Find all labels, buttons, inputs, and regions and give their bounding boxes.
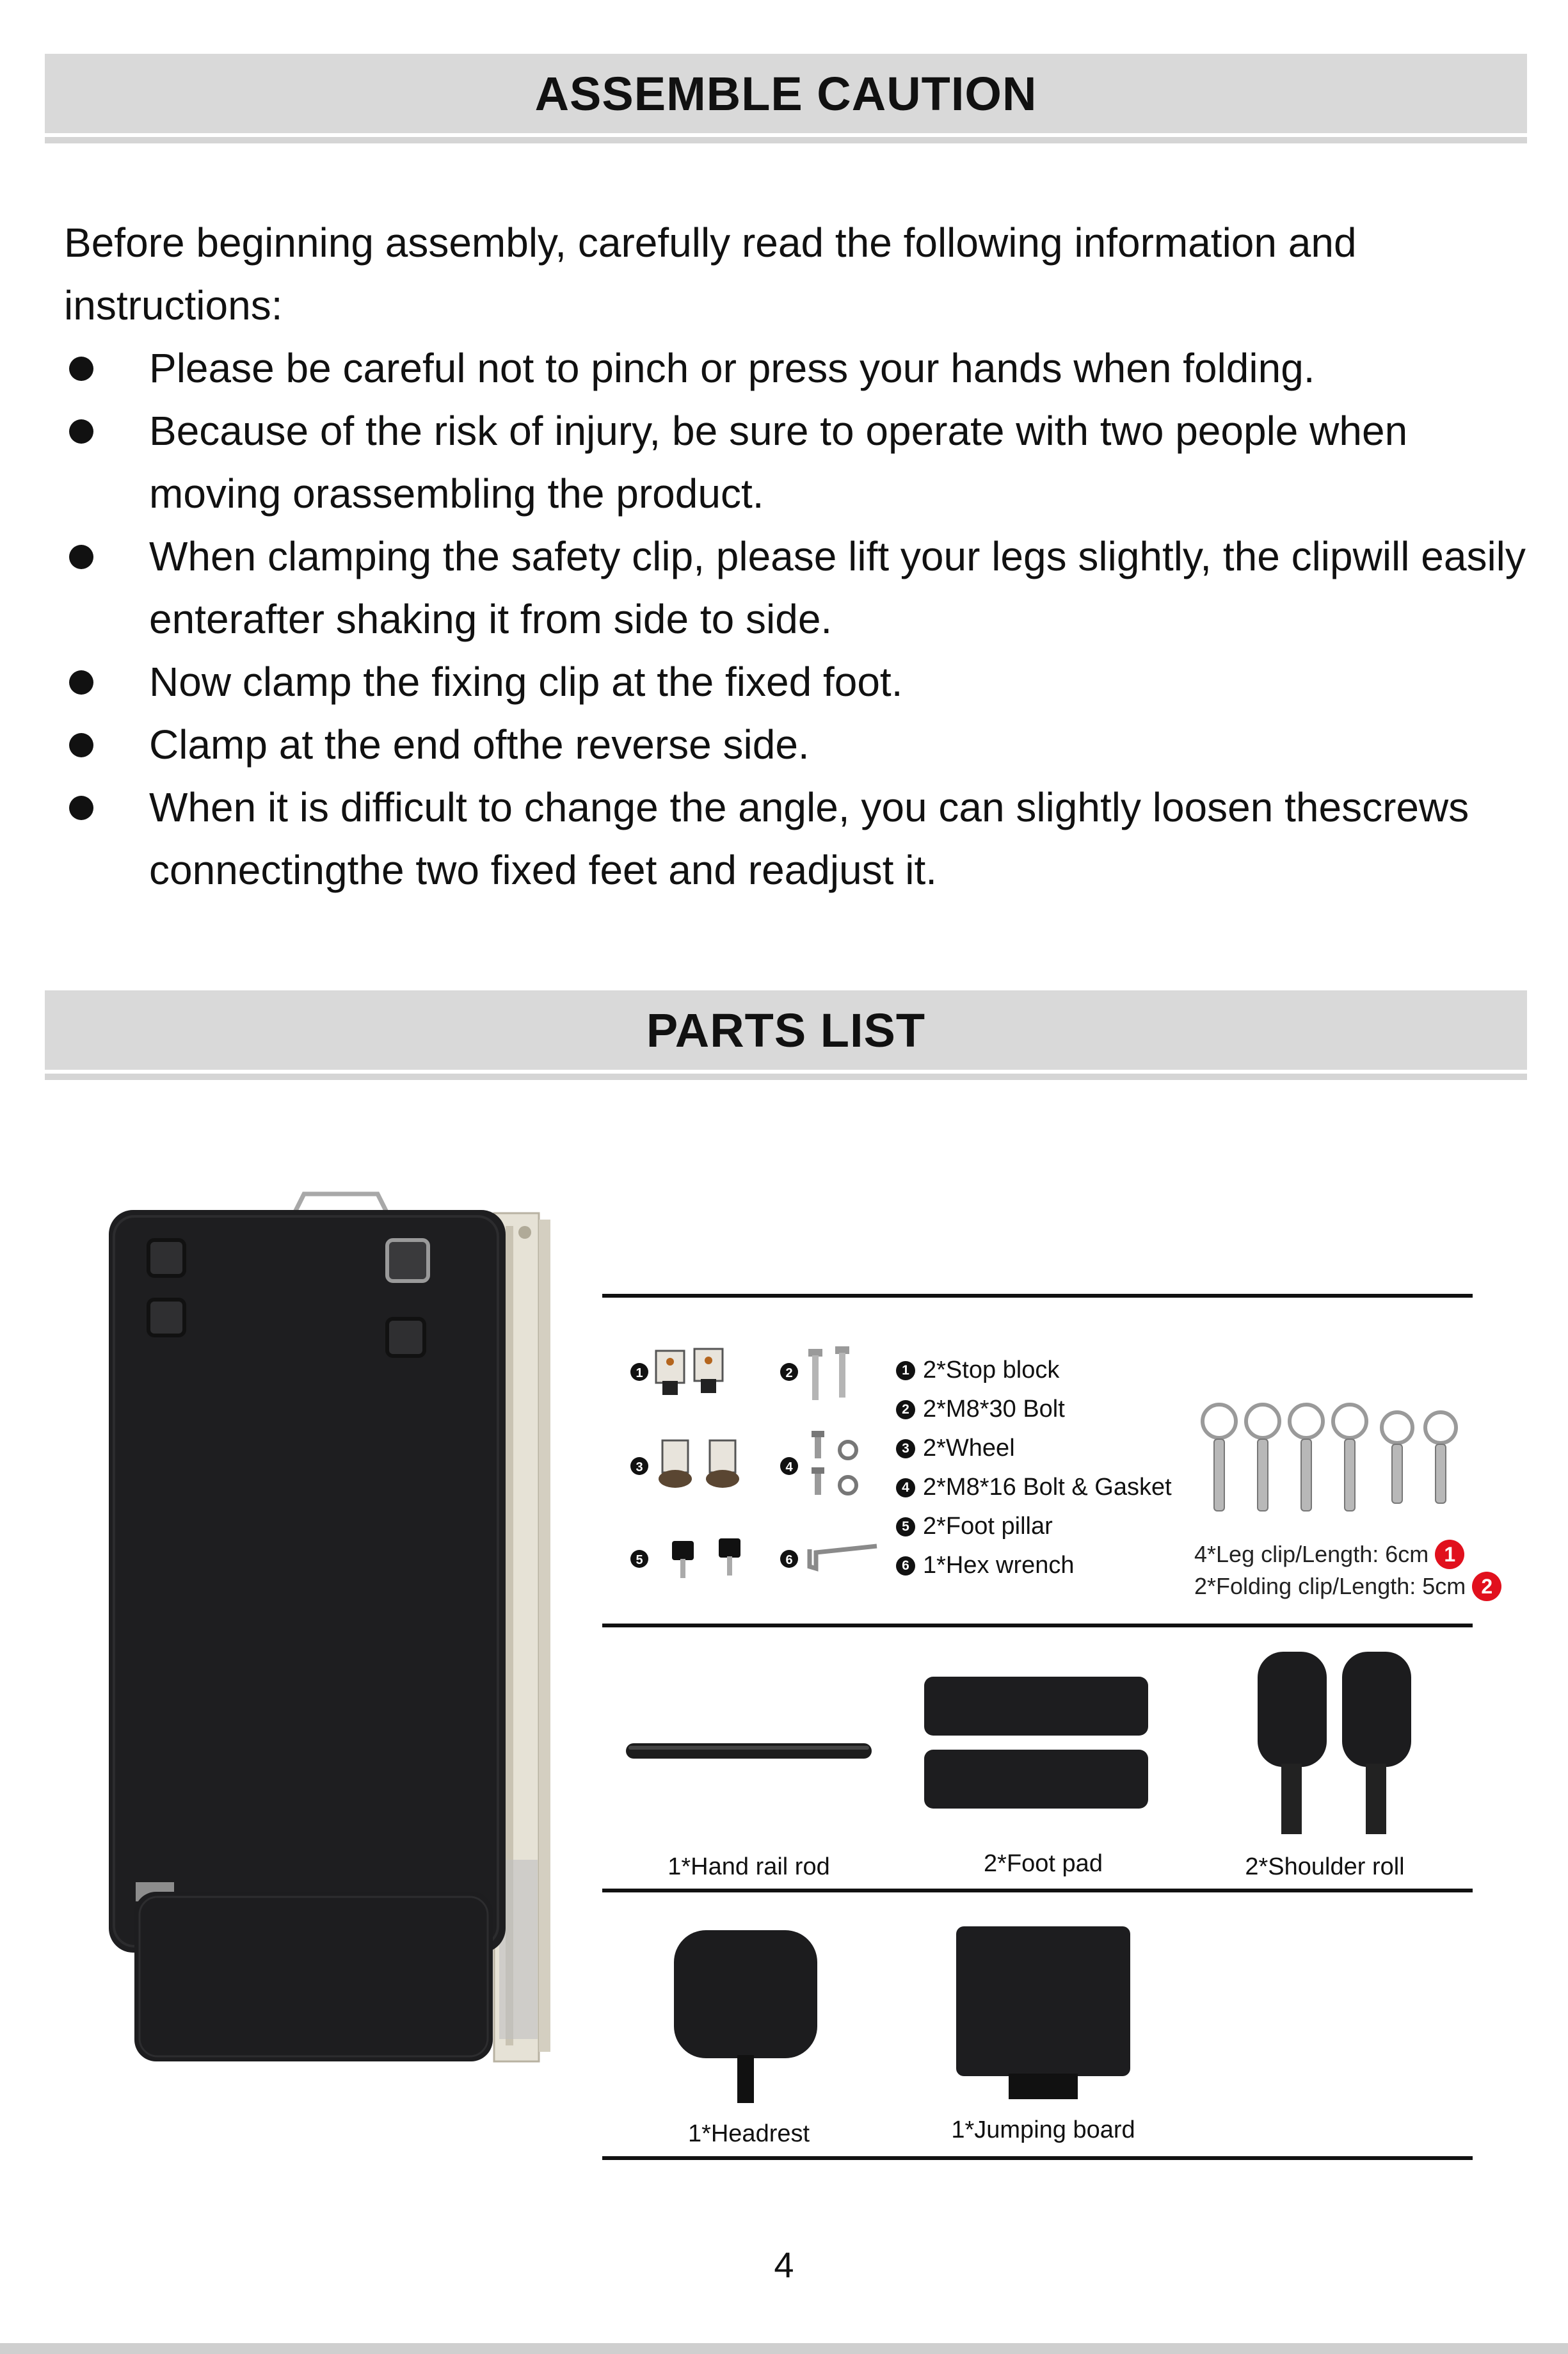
- caution-item: Now clamp the fixing clip at the fixed foot.: [64, 650, 1530, 713]
- headrest-label: 1*Headrest: [687, 2120, 810, 2147]
- jumping-board-label: 1*Jumping board: [951, 2116, 1135, 2143]
- page-number: 4: [774, 2245, 794, 2285]
- caution-header: [45, 54, 1527, 133]
- caution-intro: Before beginning assembly, carefully read the following information and instructions:: [64, 220, 1357, 328]
- hand-rail-label: 1*Hand rail rod: [668, 1853, 830, 1880]
- table-rule: [602, 1624, 1473, 1627]
- jumping-board-image: [954, 1924, 1133, 2103]
- caution-rule: [45, 137, 1527, 143]
- foot-pad-image: [922, 1674, 1152, 1815]
- part-item: 4 2*M8*16 Bolt & Gasket: [896, 1468, 1172, 1507]
- shoulder-roll-label: 2*Shoulder roll: [1245, 1853, 1405, 1880]
- part-item: 1 2*Stop block: [896, 1351, 1172, 1390]
- svg-text:6: 6: [785, 1553, 793, 1567]
- table-rule-bottom: [602, 2156, 1473, 2160]
- parts-header: [45, 990, 1527, 1070]
- caution-title: ASSEMBLE CAUTION: [534, 67, 1037, 120]
- bullet-icon: [69, 796, 93, 820]
- part-item: 3 2*Wheel: [896, 1429, 1172, 1468]
- small-parts-image: [624, 1335, 893, 1591]
- caution-item: Because of the risk of injury, be sure to operate with two people when moving orassembling the product.: [64, 399, 1530, 525]
- red-number-badge: 2: [1472, 1572, 1501, 1601]
- folded-bench-image: [102, 1188, 589, 2071]
- clip-label: 4*Leg clip/Length: 6cm 1: [1194, 1538, 1501, 1570]
- caution-item: Please be careful not to pinch or press your hands when folding.: [64, 337, 1530, 399]
- svg-text:4: 4: [785, 1460, 793, 1474]
- hand-rail-rod-image: [621, 1732, 877, 1770]
- svg-text:5: 5: [636, 1553, 643, 1567]
- caution-item: When clamping the safety clip, please lift your legs slightly, the clipwill easily enterafter shaking it from side to side.: [64, 525, 1530, 650]
- clip-label: 2*Folding clip/Length: 5cm 2: [1194, 1570, 1501, 1602]
- part-item: 2 2*M8*30 Bolt: [896, 1390, 1172, 1429]
- foot-pad-label: 2*Foot pad: [984, 1850, 1103, 1877]
- small-parts-list: [896, 1351, 1172, 1585]
- page-bottom-edge: [0, 2343, 1568, 2354]
- caution-item: Clamp at the end ofthe reverse side.: [64, 713, 1530, 776]
- clip-labels: [1194, 1538, 1501, 1602]
- table-rule: [602, 1889, 1473, 1892]
- part-item: 5 2*Foot pillar: [896, 1507, 1172, 1546]
- headrest-image: [671, 1927, 820, 2106]
- caution-item: When it is difficult to change the angle, you can slightly loosen thescrews connectingthe two fixed feet and readjust it.: [64, 776, 1530, 901]
- shoulder-roll-image: [1254, 1649, 1414, 1837]
- table-rule-top: [602, 1294, 1473, 1298]
- bullet-icon: [69, 670, 93, 695]
- caution-list: [64, 337, 1530, 901]
- bullet-icon: [69, 357, 93, 381]
- parts-title: PARTS LIST: [646, 1003, 926, 1057]
- bullet-icon: [69, 545, 93, 569]
- svg-text:3: 3: [636, 1460, 643, 1474]
- parts-rule: [45, 1074, 1527, 1080]
- bullet-icon: [69, 733, 93, 757]
- red-number-badge: 1: [1435, 1540, 1464, 1569]
- svg-text:2: 2: [785, 1366, 793, 1380]
- part-item: 6 1*Hex wrench: [896, 1546, 1172, 1585]
- svg-text:1: 1: [636, 1366, 643, 1380]
- bullet-icon: [69, 419, 93, 444]
- clips-image: [1194, 1402, 1475, 1517]
